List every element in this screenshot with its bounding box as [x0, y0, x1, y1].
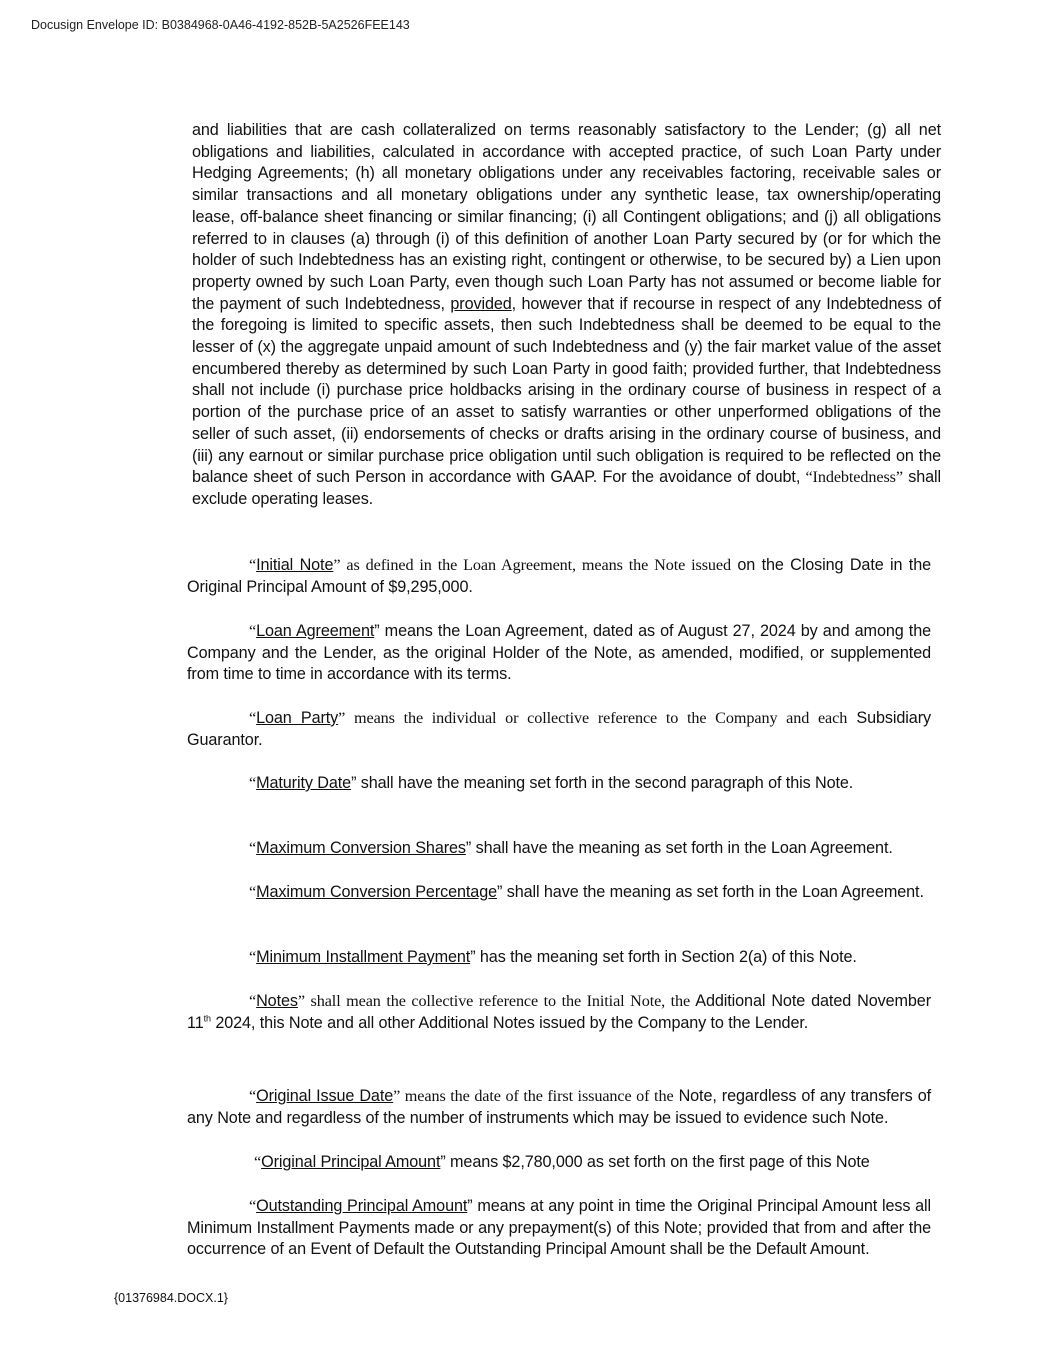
definition-maximum-conversion-percentage: [187, 882, 924, 904]
definition-notes: [187, 991, 931, 1034]
definition-maturity-date: [187, 773, 931, 795]
document-id-footer: {01376984.DOCX.1}: [114, 1291, 228, 1305]
open-quote: “: [249, 774, 257, 792]
term-initial-note: Initial Note: [256, 556, 334, 574]
definition-body: Additional Note dated November 11: [187, 992, 931, 1032]
open-quote: “: [249, 992, 257, 1010]
definition-mid: ” means the date of the first issuance of the: [393, 1087, 674, 1105]
open-quote: “: [249, 556, 257, 574]
term-original-issue-date: Original Issue Date: [256, 1087, 394, 1105]
definition-minimum-installment-payment: [187, 947, 931, 969]
indebtedness-text-1: and liabilities that are cash collateralized on terms reasonably satisfactory to the Lender; (g) all net obligations and liabilities, calculated in accordance with accepted practice, of such Loan Party under Hedging Agreements; (h) all monetary obligations under any receivables factoring, receivable sales or similar transactions and all monetary obligations under any synthetic lease, tax ownership/operating lease, off-balance sheet financing or similar financing; (i) all Contingent obligations; and (j) all obligations referred to in clauses (a) through (i) of this definition of another Loan Party secured by (or for which the holder of such Indebtedness has an existing right, contingent or otherwise, to be secured by) a Lien upon property owned by such Loan Party, even though such Loan Party has not assumed or become liable for the payment of such Indebtedness,: [192, 121, 941, 313]
term-original-principal-amount: Original Principal Amount: [261, 1153, 441, 1171]
definition-body: ” has the meaning set forth in Section 2(a) of this Note.: [470, 948, 857, 966]
definition-body: ” shall have the meaning as set forth in the Loan Agreement.: [465, 839, 893, 857]
definition-body: ” shall have the meaning as set forth in the Loan Agreement.: [497, 883, 924, 901]
term-minimum-installment-payment: Minimum Installment Payment: [256, 948, 471, 966]
term-outstanding-principal-amount: Outstanding Principal Amount: [256, 1197, 468, 1215]
open-quote: “: [249, 1197, 257, 1215]
indebtedness-text-3: shall exclude operating leases.: [192, 468, 941, 508]
open-quote: “: [254, 1153, 262, 1171]
indebtedness-quoted-term: “Indebtedness”: [805, 468, 903, 487]
term-loan-party: Loan Party: [256, 709, 339, 727]
definition-body: on the Closing Date in the Original Principal Amount of $9,295,000.: [187, 556, 932, 596]
open-quote: “: [249, 839, 257, 857]
open-quote: “: [249, 1087, 257, 1105]
definition-loan-agreement: [187, 621, 931, 686]
definition-outstanding-principal-amount: [187, 1196, 931, 1261]
definition-body: ” means at any point in time the Original Principal Amount less all Minimum Installment Payments made or any prepayment(s) of this Note; provided that from and after the occurrence of an Event of Default the Outstanding Principal Amount shall be the Default Amount.: [187, 1197, 931, 1259]
definition-body: Subsidiary Guarantor.: [187, 709, 931, 749]
definition-original-issue-date: [187, 1086, 931, 1129]
definition-original-principal-amount: [254, 1152, 944, 1174]
definition-body: ” means the Loan Agreement, dated as of August 27, 2024 by and among the Company and the Lender, as the original Holder of the Note, as amended, modified, or supplemented from time to time in accordance with its terms.: [187, 622, 932, 684]
definition-mid: ” shall mean the collective reference to the Initial Note, the: [297, 992, 691, 1010]
term-notes: Notes: [256, 992, 298, 1010]
ordinal-suffix: th: [203, 1013, 211, 1024]
definition-maximum-conversion-shares: [187, 838, 931, 860]
open-quote: “: [249, 709, 257, 727]
definition-body: ” means $2,780,000 as set forth on the first page of this Note: [440, 1153, 870, 1171]
indebtedness-text-2: , however that if recourse in respect of any Indebtedness of the foregoing is limited to specific assets, then such Indebtedness shall be deemed to be equal to the lesser of (x) the aggregate unpaid amount of such Indebtedness and (y) the fair market value of the asset encumbered thereby as determined by such Loan Party in good faith; provided further, that Indebtedness shall not include (i) purchase price holdbacks arising in the ordinary course of business in respect of a portion of the purchase price of an asset to satisfy warranties or other unperformed obligations of the seller of such asset, (ii) endorsements of checks or drafts arising in the ordinary course of business, and (iii) any earnout or similar purchase price obligation until such obligation is required to be reflected on the balance sheet of such Person in accordance with GAAP. For the avoidance of doubt,: [192, 294, 941, 487]
open-quote: “: [249, 622, 257, 640]
definition-body: Note, regardless of any transfers of any Note and regardless of the number of instruments which may be issued to evidence such Note.: [187, 1087, 931, 1127]
definition-mid: ” means the individual or collective reference to the Company and each: [338, 709, 848, 727]
open-quote: “: [249, 948, 257, 966]
definition-initial-note: [187, 555, 931, 598]
definition-body: ” shall have the meaning set forth in the second paragraph of this Note.: [351, 774, 854, 792]
definition-loan-party: [187, 708, 931, 751]
definition-body-2: 2024, this Note and all other Additional Notes issued by the Company to the Lender.: [210, 1013, 809, 1032]
indebtedness-continuation: [192, 120, 941, 511]
term-maturity-date: Maturity Date: [256, 774, 352, 792]
definition-mid: ” as defined in the Loan Agreement, means the Note issued: [333, 556, 731, 574]
provided-term: provided: [450, 294, 512, 313]
docusign-envelope-id: Docusign Envelope ID: B0384968-0A46-4192-852B-5A2526FEE143: [31, 18, 410, 32]
open-quote: “: [249, 883, 257, 901]
term-loan-agreement: Loan Agreement: [256, 622, 375, 640]
term-maximum-conversion-shares: Maximum Conversion Shares: [256, 839, 466, 857]
term-maximum-conversion-percentage: Maximum Conversion Percentage: [256, 883, 498, 901]
